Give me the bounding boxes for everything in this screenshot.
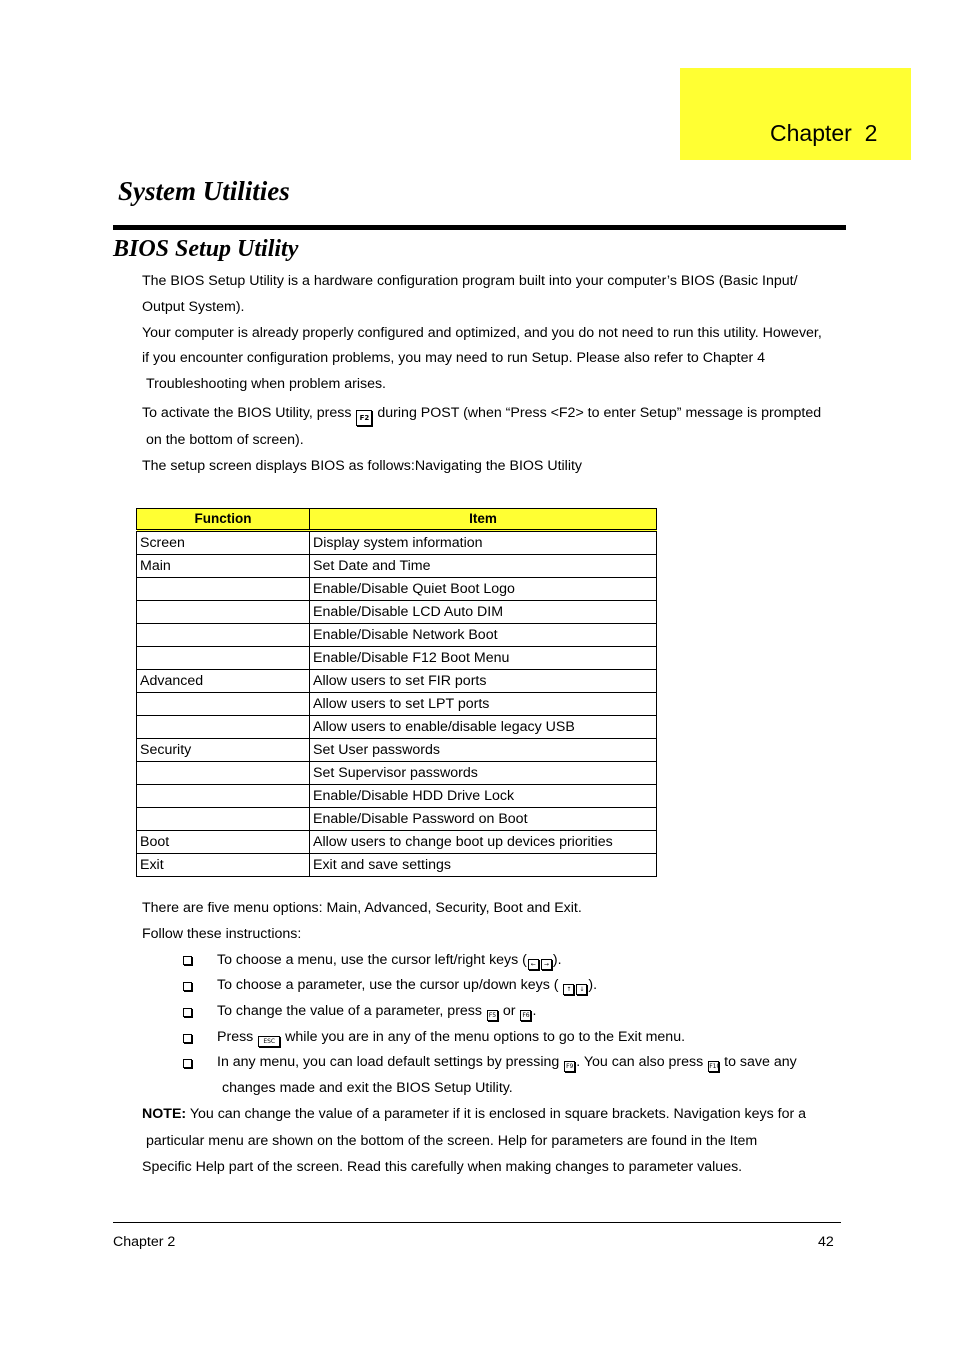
f5-key-icon: F5 <box>488 1012 497 1019</box>
note-line <box>142 1105 806 1123</box>
item-cell: Enable/Disable HDD Drive Lock <box>310 785 657 808</box>
function-cell <box>137 601 310 624</box>
function-cell <box>137 762 310 785</box>
item-cell: Enable/Disable Quiet Boot Logo <box>310 578 657 601</box>
instruction-text: Press <box>217 1029 254 1045</box>
right-arrow-key-icon: → <box>541 959 552 970</box>
f10-key-icon: F10 <box>709 1063 721 1070</box>
table-row <box>137 739 657 762</box>
page-title: System Utilities <box>118 176 290 206</box>
checkbox-bullet-icon <box>183 1008 192 1017</box>
instruction-text: In any menu, you can load default settings by pressing <box>217 1054 560 1070</box>
intro-line: The BIOS Setup Utility is a hardware configuration program built into your computer’s BIOS (Basic Input/ <box>142 273 798 289</box>
function-cell <box>137 647 310 670</box>
checkbox-bullet-icon <box>183 1034 192 1043</box>
function-cell: Advanced <box>137 670 310 693</box>
function-cell: Screen <box>137 531 310 555</box>
table-row <box>137 578 657 601</box>
item-cell: Set User passwords <box>310 739 657 762</box>
instruction-item <box>217 976 597 995</box>
function-cell: Boot <box>137 831 310 854</box>
table-row <box>137 785 657 808</box>
table-row <box>137 808 657 831</box>
table-row <box>137 670 657 693</box>
note-line: Specific Help part of the screen. Read this carefully when making changes to parameter values. <box>142 1159 743 1175</box>
function-cell <box>137 785 310 808</box>
item-cell: Enable/Disable LCD Auto DIM <box>310 601 657 624</box>
table-row <box>137 831 657 854</box>
item-cell: Set Date and Time <box>310 555 657 578</box>
function-cell <box>137 578 310 601</box>
item-cell: Enable/Disable Network Boot <box>310 624 657 647</box>
menu-options-text: There are five menu options: Main, Advanced, Security, Boot and Exit. <box>142 900 582 916</box>
table-row <box>137 854 657 877</box>
note-text: You can change the value of a parameter if it is enclosed in square brackets. Navigation keys for a <box>189 1106 807 1122</box>
table-row <box>137 624 657 647</box>
checkbox-bullet-icon <box>183 982 192 991</box>
table-row <box>137 647 657 670</box>
item-cell: Allow users to enable/disable legacy USB <box>310 716 657 739</box>
item-cell: Exit and save settings <box>310 854 657 877</box>
f6-key-icon: F6 <box>522 1012 530 1019</box>
function-cell: Security <box>137 739 310 762</box>
intro-line: The setup screen displays BIOS as follows:Navigating the BIOS Utility <box>142 458 583 474</box>
item-cell: Enable/Disable Password on Boot <box>310 808 657 831</box>
function-cell <box>137 624 310 647</box>
chapter-tab <box>680 68 911 160</box>
page-number: 42 <box>818 1234 834 1250</box>
note-line: particular menu are shown on the bottom of the screen. Help for parameters are found in the Item <box>146 1133 758 1149</box>
function-cell <box>137 808 310 831</box>
intro-line: Troubleshooting when problem arises. <box>146 376 387 392</box>
function-cell: Exit <box>137 854 310 877</box>
instruction-text: . You can also press <box>576 1054 704 1070</box>
left-arrow-key-icon: ← <box>528 959 539 970</box>
instruction-item <box>217 1002 536 1021</box>
instruction-item <box>217 1028 685 1047</box>
instruction-text: ). <box>552 952 562 968</box>
instruction-text: or <box>502 1003 516 1019</box>
table-row <box>137 601 657 624</box>
f2-key-icon: F2 <box>356 410 372 426</box>
intro-line <box>142 404 821 426</box>
esc-key-icon: ESC <box>258 1036 280 1047</box>
instruction-text: To change the value of a parameter, press <box>217 1003 482 1019</box>
intro-line: on the bottom of screen). <box>146 432 304 448</box>
f9-key-icon: F9 <box>566 1063 574 1070</box>
up-arrow-key-icon: ↑ <box>563 984 574 995</box>
table-row <box>137 716 657 739</box>
instruction-item <box>217 951 562 970</box>
item-cell: Enable/Disable F12 Boot Menu <box>310 647 657 670</box>
instruction-continuation: changes made and exit the BIOS Setup Utility. <box>222 1080 513 1096</box>
table-row <box>137 762 657 785</box>
bios-function-table <box>136 508 657 877</box>
instruction-text: To choose a parameter, use the cursor up/down keys ( <box>217 977 559 993</box>
instruction-item <box>217 1053 797 1072</box>
intro-line: Your computer is already properly configured and optimized, and you do not need to run this utility. However, <box>142 325 822 341</box>
instruction-text: to save any <box>724 1054 797 1070</box>
instruction-text: while you are in any of the menu options to go to the Exit menu. <box>285 1029 686 1045</box>
table-row <box>137 555 657 578</box>
instruction-text: ). <box>588 977 598 993</box>
intro-line: if you encounter configuration problems, you may need to run Setup. Please also refer to Chapter 4 <box>142 350 766 366</box>
item-cell: Set Supervisor passwords <box>310 762 657 785</box>
checkbox-bullet-icon <box>183 1059 192 1068</box>
table-row <box>137 693 657 716</box>
instruction-text: . <box>532 1003 537 1019</box>
intro-text: during POST (when “Press <F2> to enter Setup” message is prompted <box>377 405 822 421</box>
section-title: BIOS Setup Utility <box>113 236 299 262</box>
item-cell: Display system information <box>310 531 657 555</box>
function-cell <box>137 716 310 739</box>
instruction-text: To choose a menu, use the cursor left/right keys ( <box>217 952 527 968</box>
instructions-lead: Follow these instructions: <box>142 926 302 942</box>
function-cell: Main <box>137 555 310 578</box>
item-cell: Allow users to set FIR ports <box>310 670 657 693</box>
table-header-function: Function <box>137 509 310 531</box>
title-divider <box>113 225 846 230</box>
table-header-item: Item <box>310 509 657 531</box>
function-cell <box>137 693 310 716</box>
item-cell: Allow users to set LPT ports <box>310 693 657 716</box>
down-arrow-key-icon: ↓ <box>576 984 587 995</box>
footer-divider <box>113 1222 841 1223</box>
table-row <box>137 531 657 555</box>
item-cell: Allow users to change boot up devices priorities <box>310 831 657 854</box>
intro-text: To activate the BIOS Utility, press <box>142 405 352 421</box>
intro-line: Output System). <box>142 299 245 315</box>
chapter-tab-label: Chapter 2 <box>770 120 878 146</box>
footer-chapter: Chapter 2 <box>113 1234 176 1250</box>
note-label: NOTE: <box>142 1106 187 1122</box>
checkbox-bullet-icon <box>183 956 192 965</box>
